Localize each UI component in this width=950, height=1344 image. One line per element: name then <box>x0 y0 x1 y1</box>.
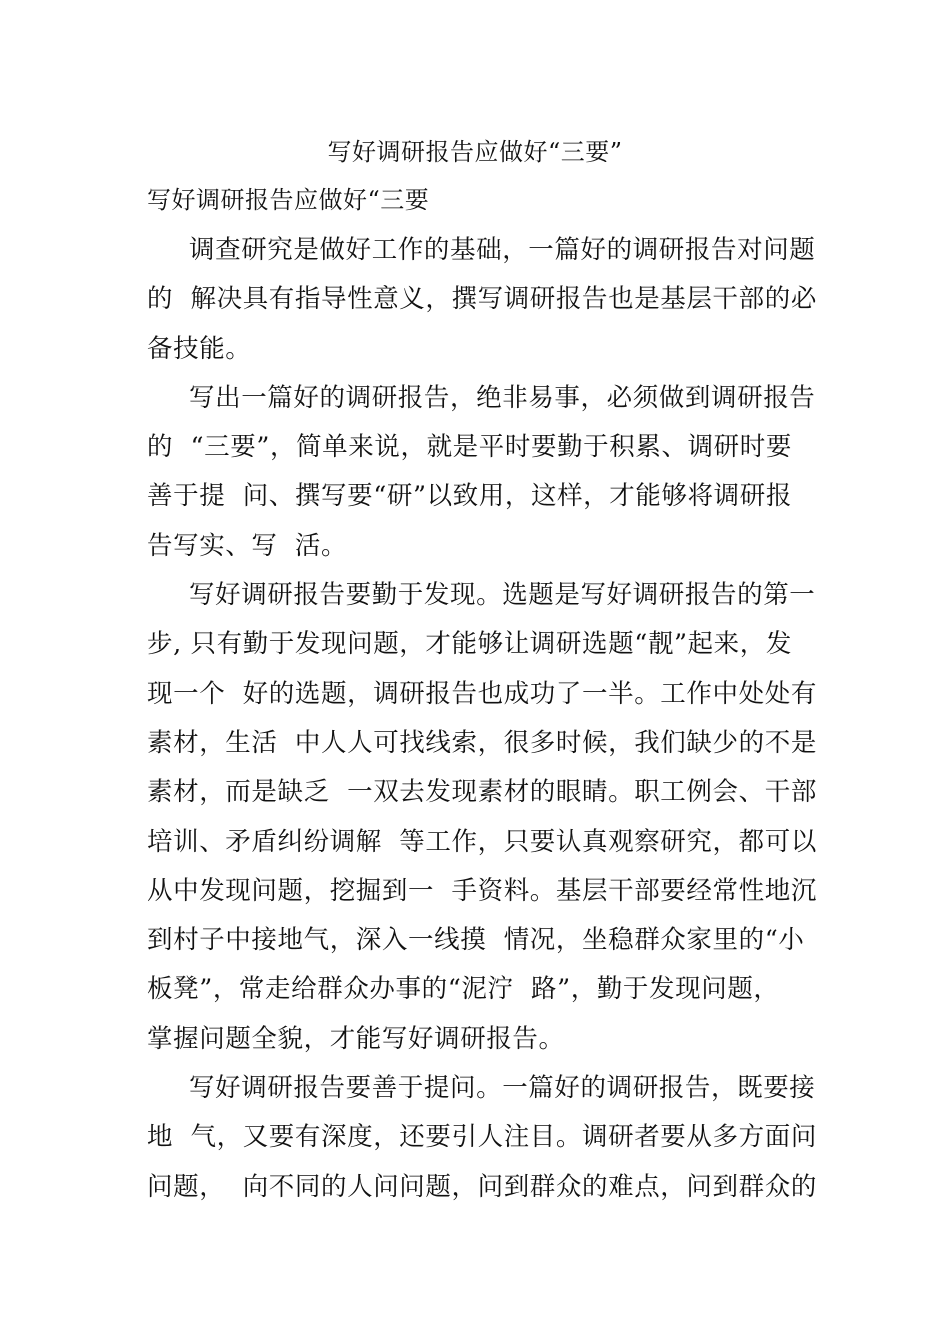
body-line: 掌握问题全貌，才能写好调研报告。 <box>147 1023 565 1054</box>
document-title: 写好调研报告应做好“三要” <box>327 138 623 166</box>
body-line: 素材，而是缺乏 一双去发现素材的眼睛。职工例会、干部 <box>147 777 817 808</box>
body-line: 现一个 好的选题，调研报告也成功了一半。工作中处处有 <box>147 678 817 709</box>
body-line: 培训、矛盾纠纷调解 等工作，只要认真观察研究，都可以 <box>147 826 817 857</box>
body-line: 板凳”，常走给群众办事的“泥泞 路”，勤于发现问题， <box>147 974 780 1005</box>
body-line: 备技能。 <box>147 333 252 364</box>
body-line: 素材，生活 中人人可找线索，很多时候，我们缺少的不是 <box>147 727 817 758</box>
body-line: 从中发现问题，挖掘到一 手资料。基层干部要经常性地沉 <box>147 875 817 906</box>
body-line: 善于提 问、撰写要“研”以致用，这样，才能够将调研报 <box>147 481 792 512</box>
body-line: 的 “三要”，简单来说，就是平时要勤于积累、调研时要 <box>147 432 792 463</box>
document-subtitle: 写好调研报告应做好“三要 <box>147 186 430 214</box>
body-line: 问题， 向不同的人问问题，问到群众的难点，问到群众的 <box>147 1171 817 1202</box>
body-line: 写出一篇好的调研报告，绝非易事，必须做到调研报告 <box>189 382 816 413</box>
body-line: 到村子中接地气，深入一线摸 情况，坐稳群众家里的“小 <box>147 925 805 956</box>
body-line: 步, 只有勤于发现问题，才能够让调研选题“靓”起来，发 <box>147 629 792 660</box>
body-line: 的 解决具有指导性意义，撰写调研报告也是基层干部的必 <box>147 284 817 315</box>
body-line: 告写实、写 活。 <box>147 530 348 561</box>
document-body <box>147 232 817 1218</box>
body-line: 调查研究是做好工作的基础，一篇好的调研报告对问题 <box>189 235 816 265</box>
body-line: 写好调研报告要勤于发现。选题是写好调研报告的第一 <box>189 580 816 611</box>
body-line: 地 气，又要有深度，还要引人注目。调研者要从多方面问 <box>147 1122 817 1153</box>
body-line: 写好调研报告要善于提问。一篇好的调研报告，既要接 <box>189 1073 816 1104</box>
